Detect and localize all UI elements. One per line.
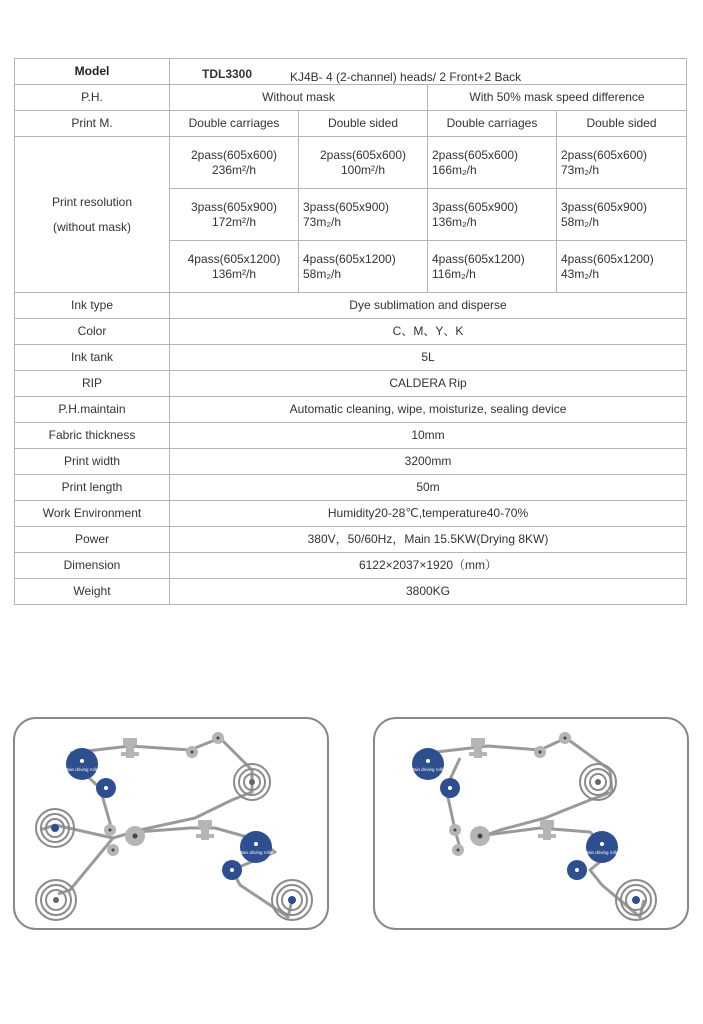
spec-value: 5L: [170, 345, 687, 371]
res-pass: 3pass(605x900): [561, 199, 648, 214]
row-print-m: [15, 111, 687, 137]
res-pass: 3pass(605x900): [303, 199, 390, 214]
res-rate: 136m²/h: [211, 266, 257, 281]
guide-roller: [186, 746, 198, 758]
res-rate: 73m₂/h: [303, 214, 342, 229]
res-pass: 2pass(605x600): [190, 147, 278, 162]
print-m-label: Print M.: [15, 111, 170, 137]
res-cell: [170, 189, 299, 241]
guide-roller: [212, 732, 224, 744]
res-pass: 2pass(605x600): [561, 147, 648, 162]
guide-roller: [104, 824, 116, 836]
res-cell: [428, 137, 557, 189]
fabric-roll: [36, 809, 74, 847]
guide-roller: [449, 824, 461, 836]
spec-label: Print width: [15, 449, 170, 475]
res-cell: [299, 241, 428, 293]
guide-roller: [534, 746, 546, 758]
spec-row: [15, 397, 687, 423]
spec-value: 3200mm: [170, 449, 687, 475]
spec-value: 50m: [170, 475, 687, 501]
guide-roller: [125, 826, 145, 846]
fabric-roll: [272, 880, 312, 920]
res-rate: 43m₂/h: [561, 266, 600, 281]
guide-roller: [470, 826, 490, 846]
res-pass: 3pass(605x900): [432, 199, 519, 214]
spec-label: Weight: [15, 579, 170, 605]
ph-without: Without mask: [170, 85, 428, 111]
spec-row: [15, 293, 687, 319]
fabric-roll: [616, 880, 656, 920]
blue-roller: [567, 860, 587, 880]
spec-value: Dye sublimation and disperse: [170, 293, 687, 319]
machine-diagrams: [0, 710, 703, 940]
roller-label: Main driving roller: [584, 850, 620, 855]
res-rate: 136m₂/h: [432, 214, 477, 229]
res-cell: [428, 189, 557, 241]
row-ph: [15, 85, 687, 111]
spec-value: 380V，50/60Hz，Main 15.5KW(Drying 8KW): [170, 527, 687, 553]
ph-with: With 50% mask speed difference: [428, 85, 687, 111]
guide-roller: [107, 844, 119, 856]
guide-roller: [559, 732, 571, 744]
blue-roller: [222, 860, 242, 880]
spec-label: Ink type: [15, 293, 170, 319]
spec-label: Color: [15, 319, 170, 345]
res-cell: [557, 137, 687, 189]
spec-label: Power: [15, 527, 170, 553]
spec-row: [15, 527, 687, 553]
spec-value: 6122×2037×1920（mm）: [170, 553, 687, 579]
print-m-c3: Double carriages: [428, 111, 557, 137]
spec-row: [15, 501, 687, 527]
res-cell: [557, 189, 687, 241]
guide-roller: [452, 844, 464, 856]
res-rate: 172m²/h: [211, 214, 257, 229]
spec-value: 10mm: [170, 423, 687, 449]
spec-row: [15, 371, 687, 397]
roller-label: Main driving roller: [410, 767, 446, 772]
print-m-c2: Double sided: [299, 111, 428, 137]
blue-roller: [440, 778, 460, 798]
resolution-label-2: (without mask): [52, 219, 132, 234]
spec-row: [15, 553, 687, 579]
res-rate: 236m²/h: [211, 162, 257, 177]
spec-rows: [15, 293, 687, 605]
res-rate: 73m₂/h: [561, 162, 600, 177]
res-cell: [299, 189, 428, 241]
diagram-right: [374, 718, 688, 929]
res-cell: [170, 137, 299, 189]
res-cell: [299, 137, 428, 189]
row-model: [15, 59, 687, 85]
spec-label: Ink tank: [15, 345, 170, 371]
model-name: TDL3300: [202, 67, 253, 81]
res-pass: 2pass(605x600): [432, 147, 519, 162]
fabric-roll: [234, 764, 270, 800]
print-m-c1: Double carriages: [170, 111, 299, 137]
spec-table: [14, 58, 687, 605]
spec-label: Print length: [15, 475, 170, 501]
spec-row: [15, 345, 687, 371]
spec-label: Work Environment: [15, 501, 170, 527]
res-cell: [428, 241, 557, 293]
res-rate: 58m₂/h: [561, 214, 600, 229]
roller-label: Main driving roller: [64, 767, 100, 772]
spec-label: Dimension: [15, 553, 170, 579]
spec-value: Humidity20-28℃,temperature40-70%: [170, 501, 687, 527]
res-rate: 166m₂/h: [432, 162, 477, 177]
res-pass: 4pass(605x1200): [432, 251, 525, 266]
model-cell: [170, 59, 687, 85]
blue-roller: [96, 778, 116, 798]
spec-value: CALDERA Rip: [170, 371, 687, 397]
spec-label: P.H.maintain: [15, 397, 170, 423]
spec-value: Automatic cleaning, wipe, moisturize, sealing device: [170, 397, 687, 423]
res-rate: 100m²/h: [340, 162, 386, 177]
spec-row: [15, 449, 687, 475]
res-row-1: [15, 137, 687, 189]
res-pass: 4pass(605x1200): [187, 251, 281, 266]
fabric-roll: [580, 764, 616, 800]
model-desc: KJ4B- 4 (2-channel) heads/ 2 Front+2 Back: [290, 70, 522, 84]
diagram-left: [14, 718, 328, 929]
spec-value: 3800KG: [170, 579, 687, 605]
spec-label: RIP: [15, 371, 170, 397]
res-cell: [557, 241, 687, 293]
res-pass: 4pass(605x1200): [561, 251, 654, 266]
spec-row: [15, 319, 687, 345]
ph-label: P.H.: [15, 85, 170, 111]
resolution-label: [15, 137, 170, 293]
spec-label: Fabric thickness: [15, 423, 170, 449]
fabric-roll: [36, 880, 76, 920]
res-rate: 58m₂/h: [303, 266, 342, 281]
spec-value: C、M、Y、K: [170, 319, 687, 345]
res-pass: 3pass(605x900): [190, 199, 278, 214]
spec-row: [15, 423, 687, 449]
spec-row: [15, 475, 687, 501]
roller-label: Main driving roller: [238, 850, 274, 855]
res-pass: 4pass(605x1200): [303, 251, 396, 266]
res-pass: 2pass(605x600): [319, 147, 407, 162]
res-rate: 116m₂/h: [432, 266, 476, 281]
res-cell: [170, 241, 299, 293]
print-m-c4: Double sided: [557, 111, 687, 137]
resolution-label-1: Print resolution: [51, 194, 133, 209]
model-label: Model: [15, 59, 170, 85]
spec-row: [15, 579, 687, 605]
